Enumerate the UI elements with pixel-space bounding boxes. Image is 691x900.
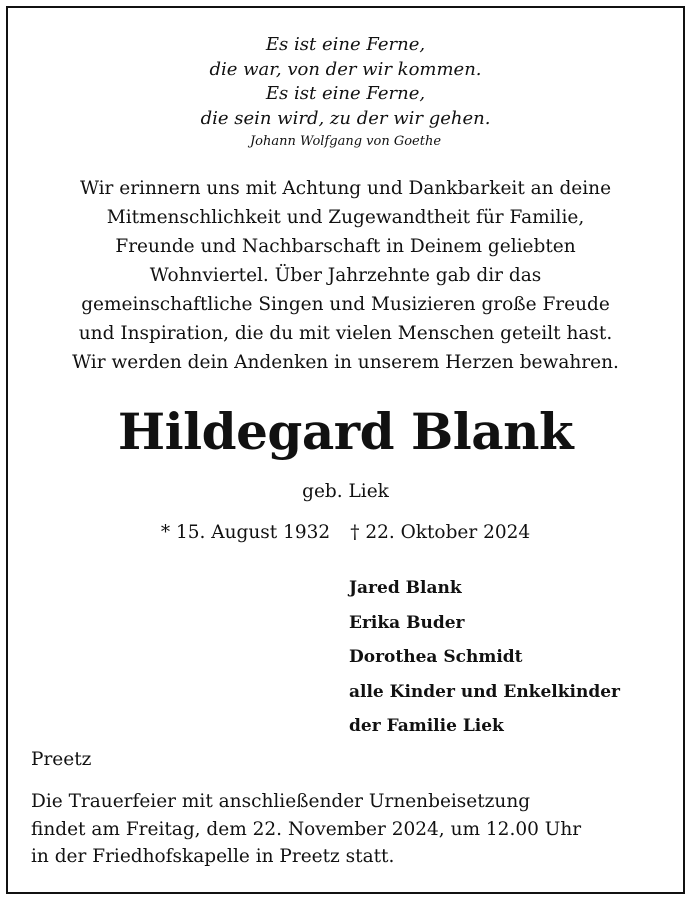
service-line: findet am Freitag, dem 22. November 2024, um 12.00 Uhr — [31, 818, 582, 840]
deceased-name: Hildegard Blank — [117, 402, 574, 461]
service-line: Die Trauerfeier mit anschließender Urnenbeisetzung — [31, 791, 531, 812]
poem-quote — [0, 33, 691, 153]
mourners-list — [349, 571, 620, 744]
tribute-line: gemeinschaftliche Singen und Musizieren große Freude — [81, 294, 610, 315]
mourner-name: Jared Blank — [349, 578, 462, 598]
death-date: † 22. Oktober 2024 — [350, 522, 531, 543]
tribute-line: Mitmenschlichkeit und Zugewandtheit für Familie, — [106, 207, 585, 228]
tribute-line: Wir werden dein Andenken in unserem Herzen bewahren. — [72, 352, 619, 373]
poem-line: Es ist eine Ferne, — [265, 34, 426, 55]
mourner-name: alle Kinder und Enkelkinder — [349, 681, 620, 702]
poem-line: die war, von der wir kommen. — [209, 58, 482, 80]
tribute-line: Wohnviertel. Über Jahrzehnte gab dir das — [149, 265, 542, 286]
service-line: in der Friedhofskapelle in Preetz statt. — [31, 846, 395, 867]
poem-line: die sein wird, zu der wir gehen. — [200, 107, 491, 129]
tribute-line: Wir erinnern uns mit Achtung und Dankbarkeit an deine — [79, 178, 612, 199]
tribute-line: Freunde und Nachbarschaft in Deinem geliebten — [115, 236, 576, 257]
birth-name: geb. Liek — [302, 481, 389, 502]
mourner-name: Erika Buder — [349, 612, 465, 633]
tribute-text — [20, 174, 671, 377]
mourner-name: Dorothea Schmidt — [349, 647, 523, 667]
life-dates — [0, 519, 691, 547]
poem-line: Es ist eine Ferne, — [265, 83, 426, 104]
poem-author: Johann Wolfgang von Goethe — [249, 134, 442, 149]
birth-date: * 15. August 1932 — [160, 522, 331, 543]
tribute-line: und Inspiration, die du mit vielen Menschen geteilt hast. — [78, 323, 613, 344]
mourner-name: der Familie Liek — [349, 716, 504, 736]
service-info — [31, 788, 671, 871]
place-name: Preetz — [31, 749, 92, 770]
